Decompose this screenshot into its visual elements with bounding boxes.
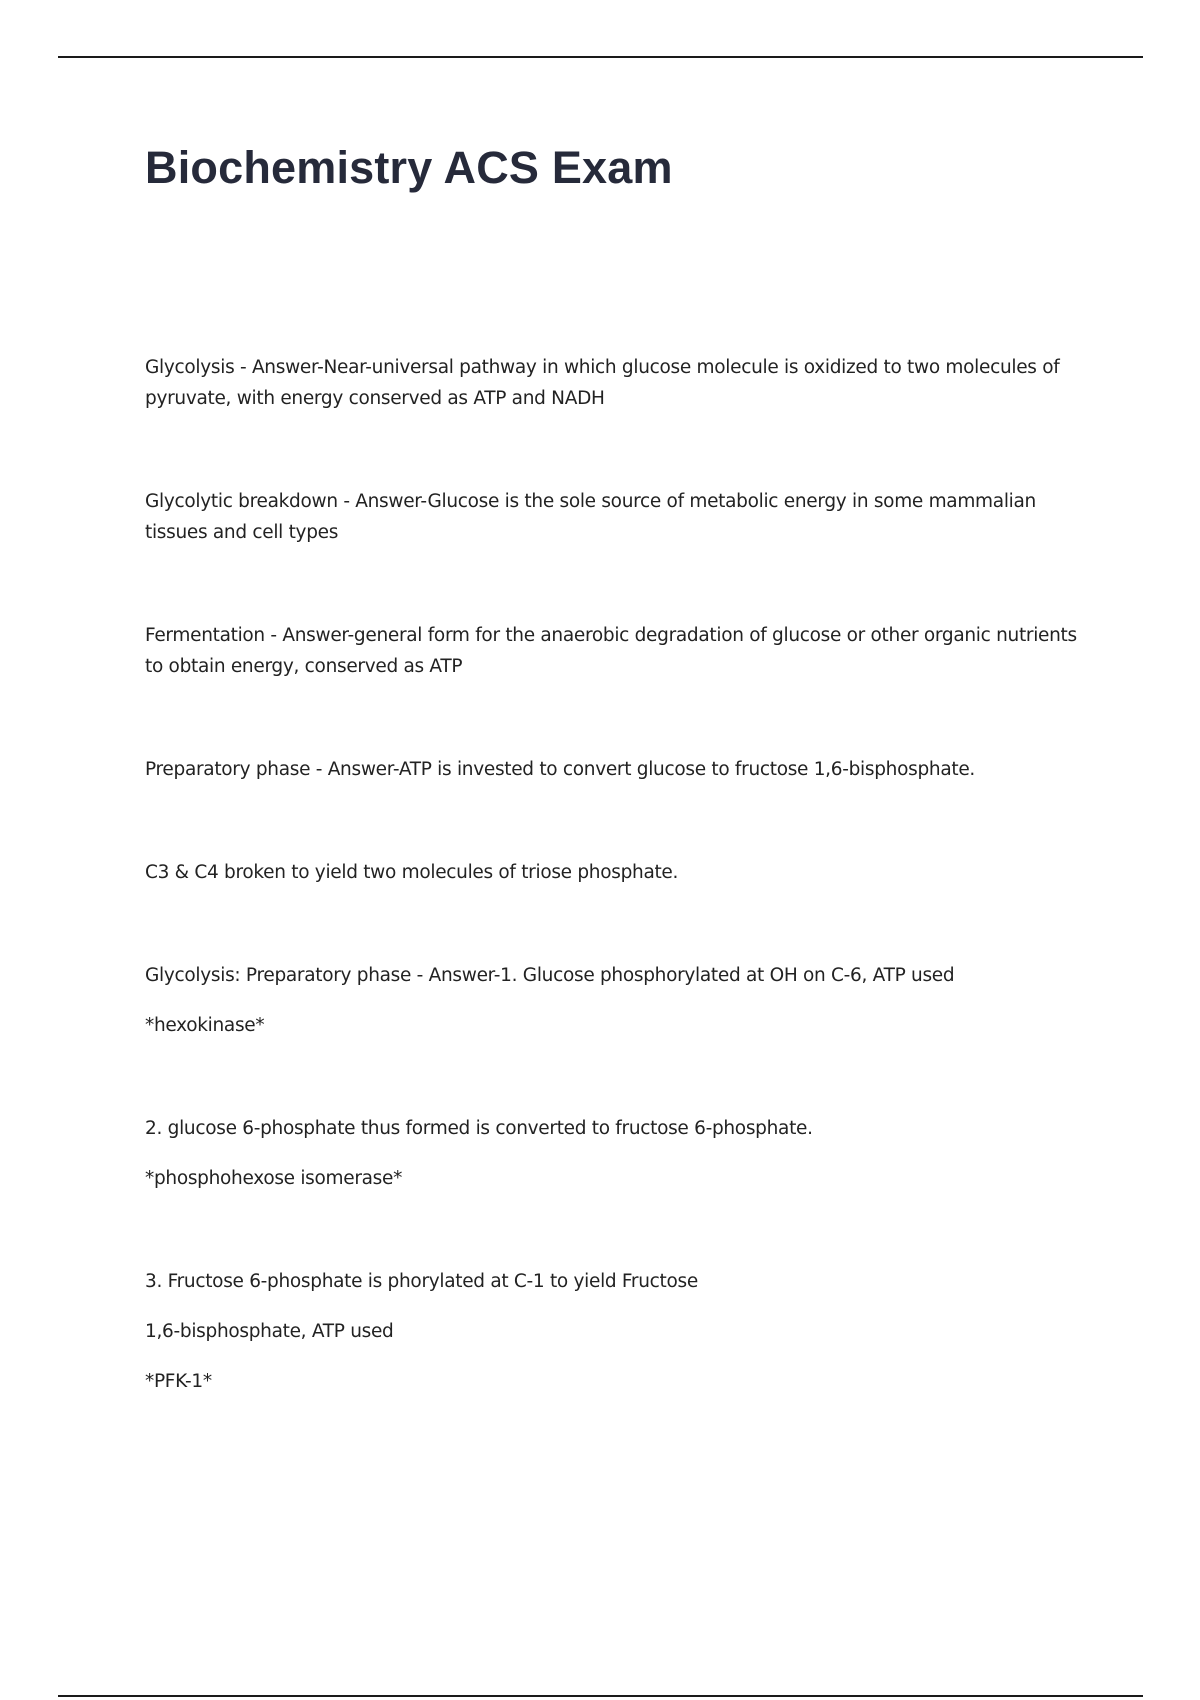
document-body (145, 352, 1095, 1397)
entry-glycolysis-step-1: Glycolysis: Preparatory phase - Answer-1. Glucose phosphorylated at OH on C-6, ATP used (145, 965, 955, 986)
entry-preparatory-phase: Preparatory phase - Answer-ATP is invested to convert glucose to fructose 1,6-bisphosphate. (145, 759, 975, 780)
enzyme-hexokinase: *hexokinase* (145, 1015, 265, 1036)
header-rule (58, 56, 1143, 58)
entry-glycolysis-step-2: 2. glucose 6-phosphate thus formed is converted to fructose 6-phosphate. (145, 1118, 813, 1139)
footer-rule (58, 1695, 1143, 1697)
entry-triose-phosphate: C3 & C4 broken to yield two molecules of triose phosphate. (145, 862, 679, 883)
entry-glycolysis: Glycolysis - Answer-Near-universal pathway in which glucose molecule is oxidized to two molecules of pyruvate, with energy conserved as ATP and NADH (145, 357, 1060, 409)
enzyme-pfk-1: *PFK-1* (145, 1371, 212, 1392)
entry-fermentation: Fermentation - Answer-general form for the anaerobic degradation of glucose or other organic nutrients to obtain energy, conserved as ATP (145, 625, 1077, 677)
entry-glycolysis-step-3: 3. Fructose 6-phosphate is phorylated at C-1 to yield Fructose (145, 1271, 698, 1292)
entry-glycolysis-step-3-cont: 1,6-bisphosphate, ATP used (145, 1321, 394, 1342)
enzyme-phosphohexose-isomerase: *phosphohexose isomerase* (145, 1168, 403, 1189)
page-title: Biochemistry ACS Exam (145, 142, 673, 193)
entry-glycolytic-breakdown: Glycolytic breakdown - Answer-Glucose is the sole source of metabolic energy in some mammalian tissues and cell types (145, 491, 1036, 543)
